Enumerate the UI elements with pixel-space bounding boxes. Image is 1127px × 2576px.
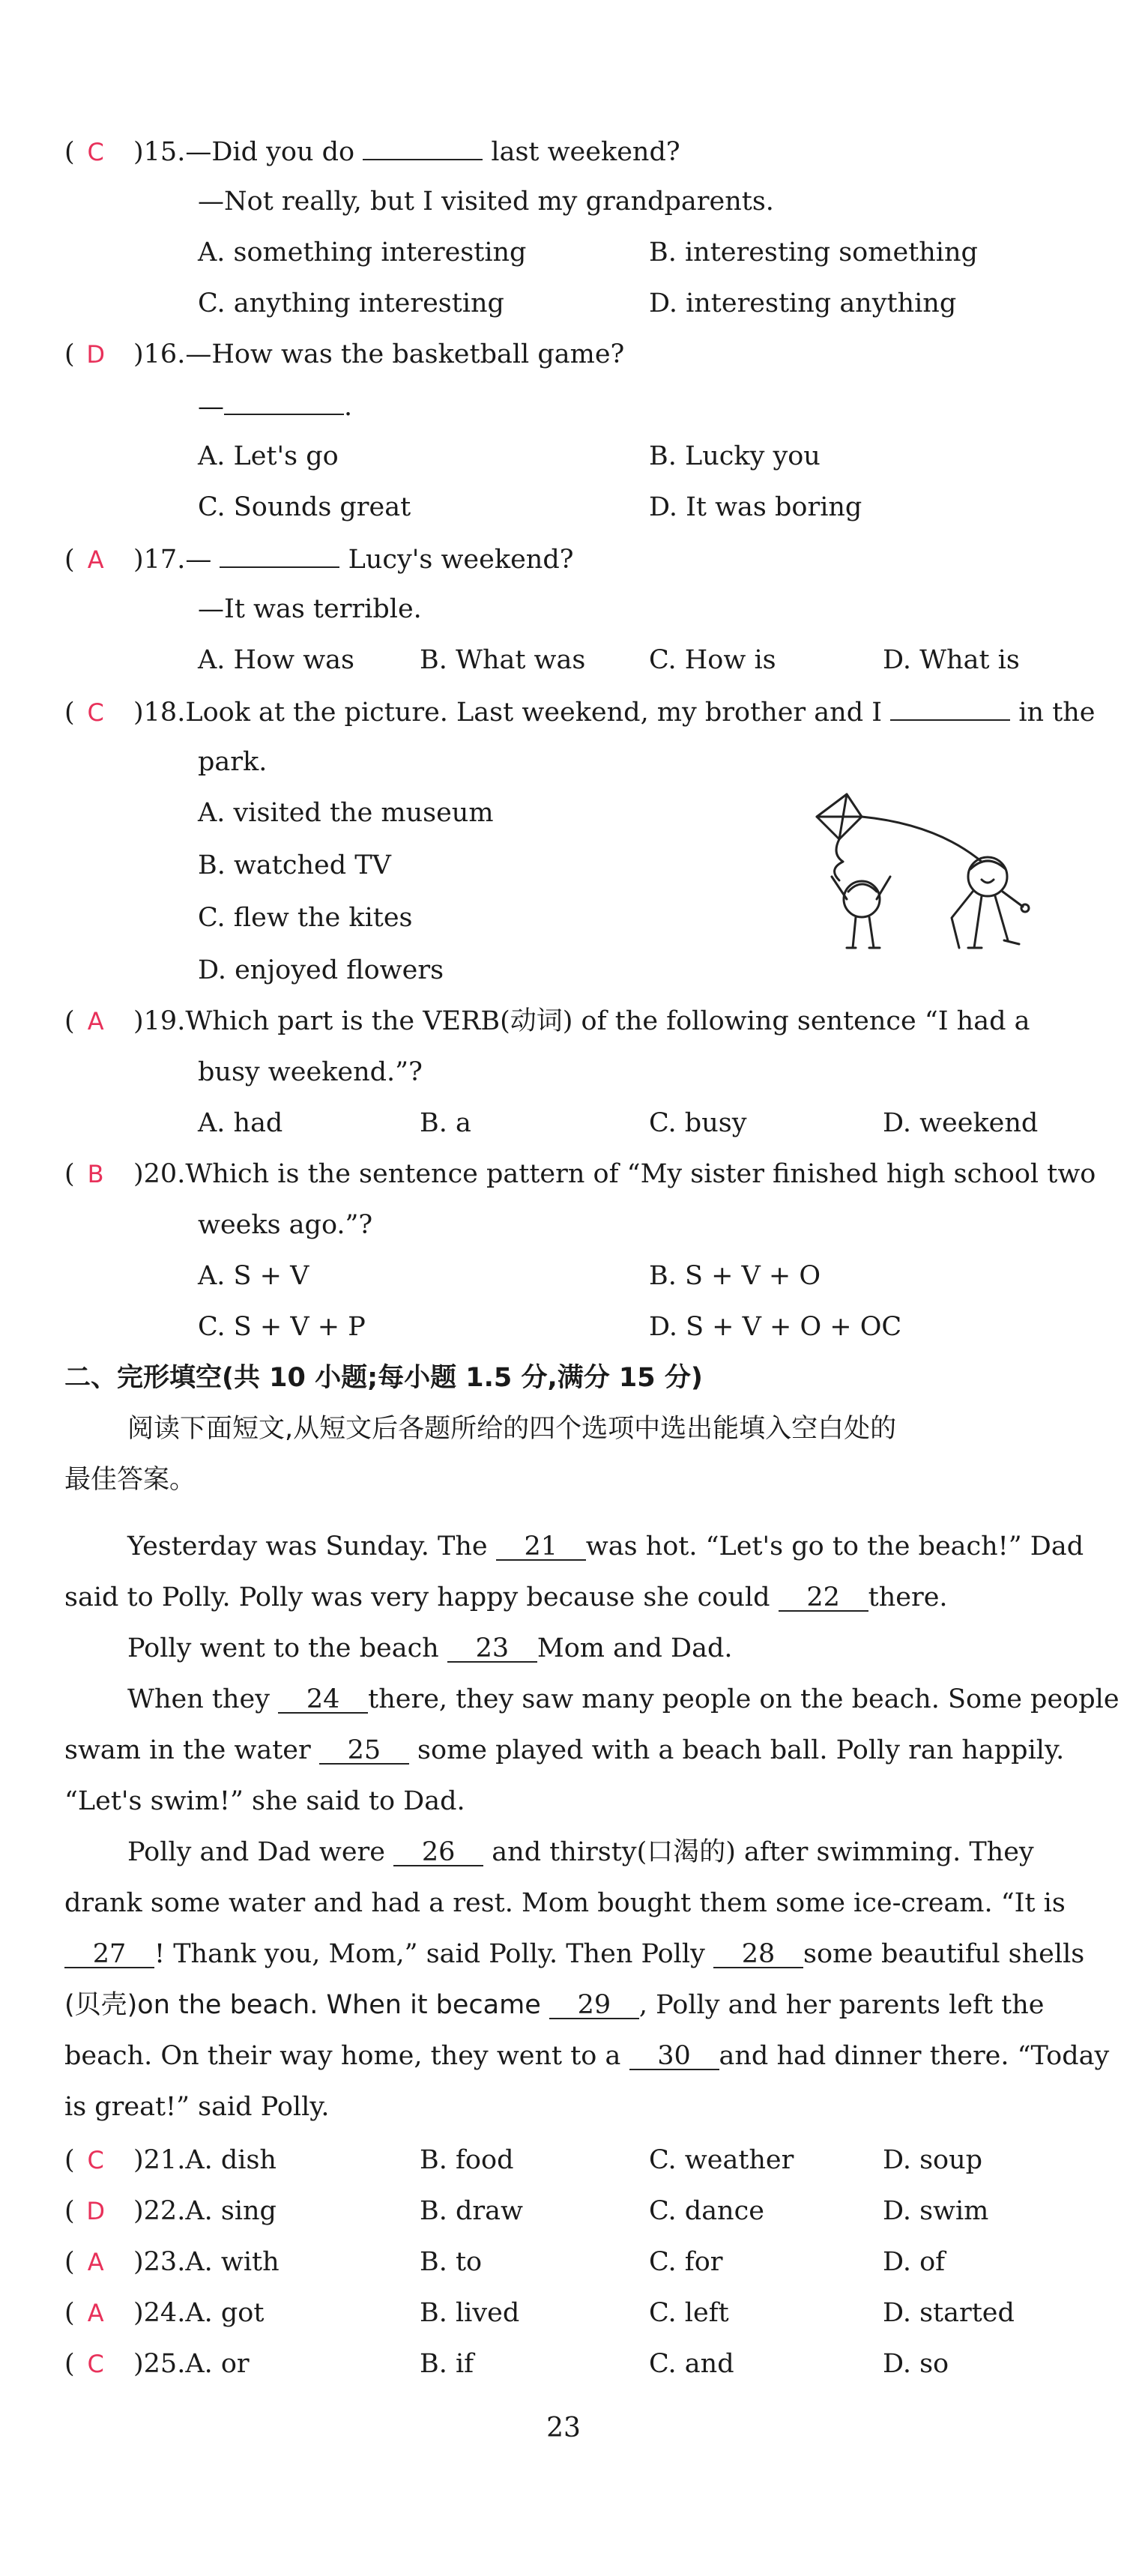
blank-30: 30: [629, 2043, 719, 2070]
q15-option-a: A. something interesting: [198, 238, 527, 267]
q16-option-d: D. It was boring: [649, 492, 862, 522]
q19-option-b: B. a: [420, 1108, 471, 1138]
q16-option-c: C. Sounds great: [198, 492, 411, 522]
q19-option-a: A. had: [198, 1108, 283, 1138]
q18-option-a: A. visited the museum: [198, 798, 494, 828]
q18-option-b: B. watched TV: [198, 850, 391, 880]
blank-24: 24: [278, 1687, 368, 1714]
item-22-option-c: C. dance: [649, 2196, 764, 2226]
answer-21: C: [87, 2146, 104, 2174]
question-20: ( B )20.Which is the sentence pattern of “My sister finished high school two: [64, 1157, 1069, 1191]
kite-children-picture: [802, 787, 1042, 967]
q15-option-d: D. interesting anything: [649, 288, 957, 318]
answer-22: D: [86, 2197, 105, 2225]
item-21: ( C )21.A. dish: [64, 2143, 1069, 2177]
answer-16: D: [86, 340, 105, 369]
item-25: ( C )25.A. or: [64, 2347, 1069, 2381]
blank-25: 25: [319, 1738, 409, 1765]
section-2-instruction-1: 阅读下面短文,从短文后各题所给的四个选项中选出能填入空白处的: [127, 1414, 897, 1444]
answer-24: A: [87, 2299, 104, 2327]
q20-option-c: C. S + V + P: [198, 1312, 366, 1342]
q19-option-d: D. weekend: [883, 1108, 1039, 1138]
item-22-option-b: B. draw: [420, 2196, 523, 2226]
item-23-option-b: B. to: [420, 2247, 483, 2277]
item-23-option-d: D. of: [883, 2247, 946, 2277]
question-15: ( C )15.—Did you do last weekend?: [64, 133, 1069, 169]
q17-option-a: A. How was: [198, 645, 354, 675]
blank: [363, 133, 483, 160]
item-24: ( A )24.A. got: [64, 2296, 1069, 2330]
question-19: ( A )19.Which part is the VERB(动词) of the following sentence “I had a: [64, 1004, 1069, 1038]
blank-27: 27: [64, 1941, 154, 1968]
answer-19: A: [87, 1007, 104, 1035]
blank-28: 28: [713, 1941, 803, 1968]
section-2-instruction-2: 最佳答案。: [64, 1465, 196, 1495]
item-23-option-c: C. for: [649, 2247, 723, 2277]
q16-option-a: A. Let's go: [198, 441, 339, 471]
q18-stem-continued: park.: [198, 747, 268, 777]
answer-25: C: [87, 2350, 104, 2378]
item-25-option-c: C. and: [649, 2349, 734, 2379]
q18-option-c: C. flew the kites: [198, 903, 413, 933]
section-2-title: 二、完形填空(共 10 小题;每小题 1.5 分,满分 15 分): [64, 1363, 703, 1393]
q20-stem-continued: weeks ago.”?: [198, 1210, 373, 1240]
answer-23: A: [87, 2248, 104, 2276]
q15-option-b: B. interesting something: [649, 238, 978, 267]
item-22: ( D )22.A. sing: [64, 2194, 1069, 2228]
question-18: ( C )18.Look at the picture. Last weekend, my brother and I in the: [64, 694, 1069, 730]
item-22-option-d: D. swim: [883, 2196, 989, 2226]
item-21-option-b: B. food: [420, 2145, 514, 2175]
blank-23: 23: [447, 1636, 537, 1663]
q17-option-d: D. What is: [883, 645, 1020, 675]
item-21-option-c: C. weather: [649, 2145, 794, 2175]
q17-option-c: C. How is: [649, 645, 776, 675]
question-16: ( D )16.—How was the basketball game?: [64, 337, 1069, 372]
q16-option-b: B. Lucky you: [649, 441, 821, 471]
blank-22: 22: [779, 1585, 868, 1612]
answer-18: C: [87, 698, 104, 727]
cloze-passage: Yesterday was Sunday. The 21 was hot. “Let's go to the beach!” Dad said to Polly. Polly was very happy because she could 22 there. Polly went to the beach 23 Mom and Dad. When they 24 there, they saw many people on the beach. Some people swam in the water 25 some played with a beach ball. Polly ran happily. “Let's swim!” she said to Dad. Polly and Dad were 26 and thirsty(口渴的) after swimming. They drank some water and had a rest. Mom bought them some ice-cream. “It is 27 ! Thank you, Mom,” said Polly. Then Polly 28 some beautiful shells (贝壳)on the beach. When it became 29 , Polly and her parents left the beach. On their way home, they went to a 30 and had dinner there. “Today is great!” said Polly.: [64, 1532, 1120, 2122]
item-25-option-b: B. if: [420, 2349, 474, 2379]
q17-response: —It was terrible.: [198, 594, 422, 624]
answer-17: A: [87, 545, 104, 574]
q19-option-c: C. busy: [649, 1108, 747, 1138]
q16-response: — .: [198, 388, 1127, 424]
q19-stem-continued: busy weekend.”?: [198, 1057, 423, 1087]
item-21-option-d: D. soup: [883, 2145, 983, 2175]
page-number: 23: [546, 2413, 581, 2443]
q18-option-d: D. enjoyed flowers: [198, 955, 444, 985]
q17-option-b: B. What was: [420, 645, 586, 675]
blank-21: 21: [496, 1534, 586, 1561]
item-24-option-d: D. started: [883, 2298, 1015, 2328]
q20-option-a: A. S + V: [198, 1261, 309, 1291]
blank-26: 26: [393, 1839, 483, 1866]
q20-option-b: B. S + V + O: [649, 1261, 821, 1291]
q20-option-d: D. S + V + O + OC: [649, 1312, 902, 1342]
item-25-option-d: D. so: [883, 2349, 949, 2379]
q15-response: —Not really, but I visited my grandparents.: [198, 187, 774, 217]
blank-29: 29: [549, 1992, 639, 2019]
question-17: ( A )17.— Lucy's weekend?: [64, 541, 1069, 577]
answer-20: B: [87, 1160, 104, 1188]
answer-15: C: [87, 138, 104, 166]
item-24-option-c: C. left: [649, 2298, 729, 2328]
item-23: ( A )23.A. with: [64, 2245, 1069, 2279]
item-24-option-b: B. lived: [420, 2298, 520, 2328]
q15-option-c: C. anything interesting: [198, 288, 504, 318]
